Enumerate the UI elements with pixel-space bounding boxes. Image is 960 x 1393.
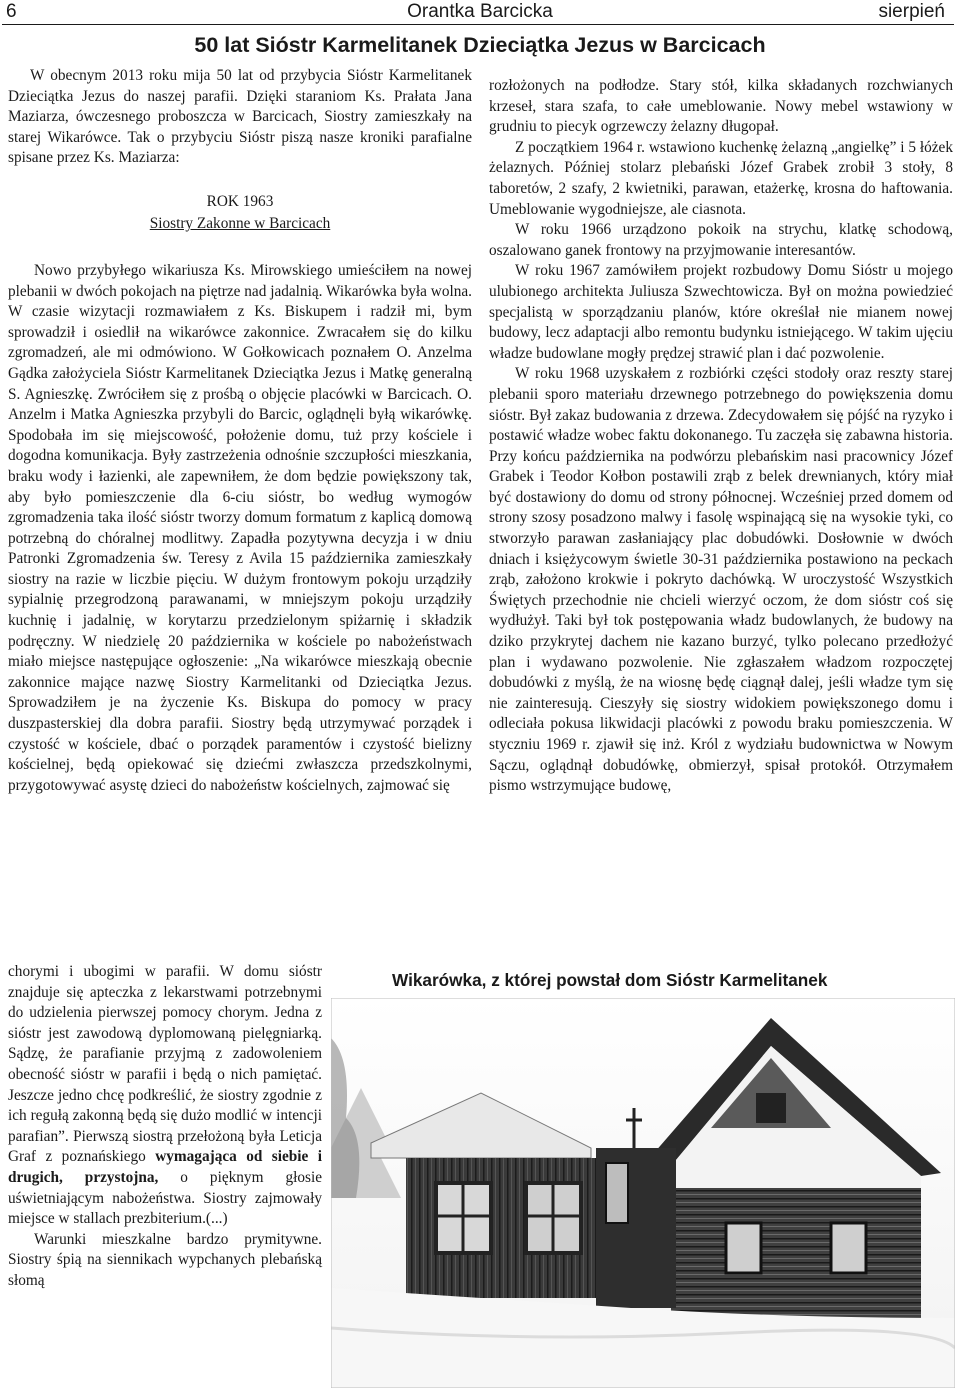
- emphasis-text: wymagająca od siebie i drugich, przystojna,: [8, 1148, 323, 1186]
- article-title: 50 lat Sióstr Karmelitanek Dzieciątka Jezus w Barcicach: [194, 33, 766, 57]
- chronicle-paragraph-3: Z początkiem 1964 r. wstawiono kuchenkę żelazną „angielkę” i 5 łóżek żelaznych. Później stolarz plebański Józef Grabek zrobił 3 stoły, 8 taboretów, 2 szafy, 2 kwietniki, parawan, etażerkę, krosna do haftowania. Umeblowanie wygodniejsze, ale ciasnota.: [489, 138, 953, 218]
- chronicle-paragraph-1: Nowo przybyłego wikariusza Ks. Mirowskiego umieściłem na nowej plebanii w dwóch pokojach na piętrze nad jadalnią. Wikarówka była wolna. W czasie wizytacji rozmawiałem z Ks. Biskupem i radził mi, bym sprowadził i osiedlił na wikarówce zakonnice. Zwracałem się do kilku zgromadzeń, ale mi odmówiono. W Gołkowicach poznałem O. Anzelma Gądka założyciela Sióstr Karmelitanek Dzieciątka Jezus i Matkę generalną S. Agnieszkę. Zwróciłem się z prośbą o objęcie placówki w Barcicach. O. Anzelm i Matka Agnieszka przybyli do Barcic, oglądnęli byłą wikarówkę. Spodobała im się miejscowość, położenie domu, tuż przy kościele i dogodna komunikacja. Były zastrzeżenia odnośnie szczupłości mieszkania, braku wody i łazienki, ale zapewniłem, że dom będzie powiększony tak, aby było pomieszczenie dla 6-ciu sióstr, bo według wymogów zgromadzenia taka ilość sióstr tworzy domum formatum z kaplicą domową potrzebną do chóralnej modlitwy. Zapadła pozytywna decyzja i w dniu Patronki Zgromadzenia św. Teresy z Avila 15 października zamieszkały siostry na razie w liczbie pięciu. W dużym frontowym pokoju urządziły sypialnię przegrodzoną parawanami, w mniejszym pokoju urządziły kuchnię i jadalnię, w korytarzu przedzielonym spiżarnię i składzik podręczny. W niedzielę 20 października w kościele po nabożeństwach miało miejsce następujące ogłoszenie: „Na wikarówce mieszkają obecnie zakonnice mające nazwę Siostry Karmelitanki od Dzieciątka Jezus. Sprowadziłem je na życzenie Ks. Biskupa do pomocy w pracy duszpasterskiej dla dobra parafii. Siostry będą utrzymywać porządek i czystość w kościele, dbać o porządek paramentów i czystość bielizny kościelnej, będą opiekować się dziećmi zwłaszcza przedszkolnymi, przygotowywać asystę dzieci do nabożeństw kościelnych, zajmować się: [8, 261, 472, 794]
- chronicle-paragraph-5: W roku 1967 zamówiłem projekt rozbudowy Domu Sióstr u mojego ulubionego architekta Juliusza Szwechtowicza. Był on można powiedzieć specjalistą w sporządzaniu planów, które określał nie mianem nowej budowy, lecz adaptacji albo remontu budynku istniejącego. W takim ujęciu władze budowlane mogły prędzej strawić plan i dać pozwolenie.: [489, 262, 953, 362]
- chronicle-paragraph-1-text: chorymi i ubogimi w parafii. W domu sióstr znajduje się apteczka z lekarstwami potrzebnymi do udzielenia pierwszej pomocy chorym. Jedna z sióstr jest zawodową dyplomowaną pielęgniarką. Sądzę, że parafianie przyjmą z zadowoleniem obecność sióstr w parafii i będą o nich pamiętać. Jeszcze jedno chcę podkreślić, że siostry zgodnie z ich regułą zakonną będą się dużo modlić w intencji parafian”. Pierwszą siostrą przełożoną była Leticja Graf z poznańskiego: [8, 963, 322, 1166]
- page-header: [0, 0, 960, 28]
- wikarowka-photo: [331, 998, 955, 1388]
- chronicle-heading: [8, 191, 472, 235]
- chronicle-paragraph-2: Warunki mieszkalne bardzo prymitywne. Siostry śpią na siennikach wypchanych plebańską słomą: [8, 1230, 322, 1289]
- chronicle-paragraph-4: W roku 1966 urządzono pokoik na strychu, klatkę schodową, oszalowano ganek frontowy na przyjmowanie interesantów.: [489, 221, 953, 259]
- right-column: [489, 76, 953, 797]
- photo-caption: Wikarówka, z której powstał dom Sióstr Karmelitanek: [392, 970, 828, 990]
- intro-paragraph: W obecnym 2013 roku mija 50 lat od przybycia Sióstr Karmelitanek Dzieciątka Jezus do naszej parafii. Dzięki staraniom Ks. Prałata Jana Maziarza, ówczesnego proboszcza w Barcicach, Siostry zamieszkały na starej Wikarówce. Tak o przybyciu Sióstr piszą nasze kroniki parafialne spisane przez Ks. Maziarza:: [8, 67, 472, 167]
- chronicle-paragraph-1-end: o pięknym głosie uświetniającym nabożeństwa. Siostry zajmowały miejsce w stallach prezbiterium.(...): [8, 1168, 322, 1228]
- left-column: [8, 66, 472, 796]
- chronicle-paragraph-2-continued: rozłożonych na podłodze. Stary stół, kilka składanych rozchwianych krzeseł, stara szafa, to całe umeblowanie. Nowy mebel wstawiony w grudniu to piecyk ogrzewczy żelazny długopał.: [489, 77, 953, 136]
- issue-month: sierpień: [878, 1, 945, 22]
- magazine-title: Orantka Barcicka: [407, 1, 553, 22]
- chronicle-year: ROK 1963: [206, 192, 274, 210]
- chronicle-paragraph-1-continued: [8, 962, 322, 1230]
- bottom-left-column: [8, 962, 322, 1292]
- header-rule: [2, 24, 954, 25]
- chronicle-paragraph-6: W roku 1968 uzyskałem z rozbiórki części stodoły oraz reszty starej plebanii sporo materiału drzewnego potrzebnego do powiększenia domu sióstr. Był zakaz budowania z drzewa. Zdecydowałem się pójść na ryzyko i postawić władze wobec faktu dokonanego. Tu zaczęła się zabawna historia. Przy końcu października na podwórzu plebańskim nasi pracownicy Józef Grabek i Teodor Kołbon postawili zrąb z belek drewnianych, który miał być dostawiony do domu od strony północnej. Wcześniej przed domem od strony szosy posadzono malwy i fasolę wspinającą się na wysokie tyki, co stworzyło parawan zasłaniający plac dobudówki. Dosłownie w dwóch dniach i księżycowym świetle 30-31 października postawiono na peckach zrąb, założono krokwie i pokryto dachówką. W uroczystość Wszystkich Świętych przechodnie nie chcieli wierzyć oczom, że dom sióstr coś się wydłużył. Taki był tok postępowania władz budowlanych, że budowy na dziko przykrytej dachem nie kazano burzyć, tylko polecano przedłożyć plan i wydawano pozwolenie. Nie zgłaszałem władzom rozpoczętej dobudówki z myślą, że na wiosnę będę ciągnął dalej, jeśli władze tym się nie zainteresują. Cieszyły się siostry widokiem powiększonego domu i odleciała pokusa likwidacji placówki z powodu braku pomieszczenia. W styczniu 1969 r. zjawił się inż. Król z wydziału budownictwa w Nowym Sączu, oglądnął dobudówkę, obmierzył, spisał protokół. Otrzymałem pismo wstrzymujące budowę,: [489, 365, 953, 795]
- chronicle-subheading: Siostry Zakonne w Barcicach: [149, 214, 331, 232]
- page-number: 6: [6, 1, 17, 22]
